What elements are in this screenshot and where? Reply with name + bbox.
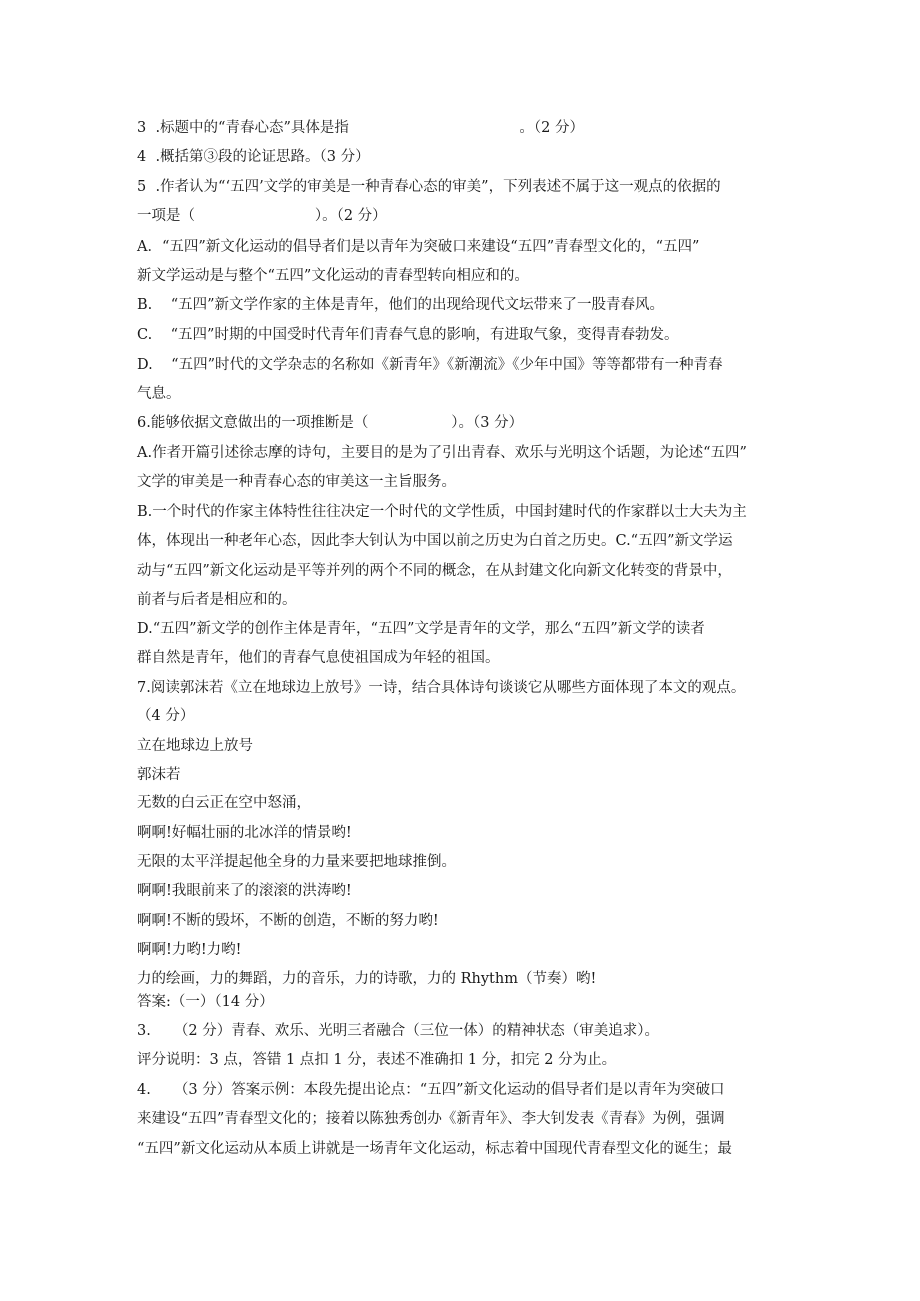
answer-3-scoring: 评分说明：3 点，答错 1 点扣 1 分，表述不准确扣 1 分，扣完 2 分为止。: [137, 1052, 617, 1068]
question-4: 4 .概括第③段的论证思路。（3 分）: [137, 149, 370, 165]
answer-4-cont: “五四”新文化运动从本质上讲就是一场青年文化运动，标志着中国现代青春型文化的诞生；最: [137, 1141, 732, 1157]
answer-4: 4. （3 分）答案示例：本段先提出论点：“五四”新文化运动的倡导者们是以青年为突破口: [137, 1082, 725, 1098]
answer-heading: 答案:（一）（14 分）: [137, 994, 274, 1010]
question-6-option-d: D.“五四”新文学的创作主体是青年，“五四”文学是青年的文学，那么“五四”新文学的读者: [137, 621, 705, 637]
question-5-option-d: D. “五四”时代的文学杂志的名称如《新青年》《新潮流》《少年中国》等等都带有一种青春: [137, 357, 723, 373]
question-6-option-c-cont: 动与“五四”新文化运动是平等并列的两个不同的概念，在从封建文化向新文化转变的背景中，: [137, 563, 732, 579]
question-5-stem: 5 .作者认为“‘五四’文学的审美是一种青春心态的审美”，下列表述不属于这一观点的依据的: [137, 179, 721, 195]
poem-title: 立在地球边上放号: [137, 738, 253, 754]
poem-line: 啊啊!力哟!力哟!: [137, 942, 242, 958]
question-3: 3 .标题中的“青春心态”具体是指 。（2 分）: [137, 120, 584, 136]
poem-line: 啊啊!不断的毁坏，不断的创造，不断的努力哟!: [137, 913, 439, 929]
poem-line: 力的绘画，力的舞蹈，力的音乐，力的诗歌，力的 Rhythm（节奏）哟!: [137, 971, 597, 987]
question-5-option-a: A．“五四”新文化运动的倡导者们是以青年为突破口来建设“五四”青春型文化的，“五四”: [137, 239, 700, 255]
question-6-option-a: A.作者开篇引述徐志摩的诗句，主要目的是为了引出青春、欢乐与光明这个话题，为论述“五四”: [137, 445, 747, 461]
poem-line: 啊啊!我眼前来了的滚滚的洪涛哟!: [137, 883, 352, 899]
question-5-option-a-cont: 新文学运动是与整个“五四”文化运动的青春型转向相应和的。: [137, 268, 529, 284]
question-5-option-c: C. “五四”时期的中国受时代青年们青春气息的影响，有进取气象，变得青春勃发。: [137, 327, 679, 343]
question-6-option-c-end: 前者与后者是相应和的。: [137, 592, 297, 608]
question-6-option-d-cont: 群自然是青年，他们的青春气息使祖国成为年轻的祖国。: [137, 650, 500, 666]
answer-4-cont: 来建设“五四”青春型文化的；接着以陈独秀创办《新青年》、李大钊发表《青春》为例，强调: [137, 1111, 725, 1127]
question-7-points: （4 分）: [137, 708, 195, 724]
question-6-option-b: B.一个时代的作家主体特性往往决定一个时代的文学性质，中国封建时代的作家群以士大夫为主: [137, 504, 747, 520]
question-6-stem: 6.能够依据文意做出的一项推断是（ ）。（3 分）: [137, 415, 524, 431]
question-7-stem: 7.阅读郭沫若《立在地球边上放号》一诗，结合具体诗句谈谈它从哪些方面体现了本文的观点。: [137, 680, 746, 696]
question-5-option-d-cont: 气息。: [137, 386, 181, 402]
poem-author: 郭沫若: [137, 767, 181, 783]
poem-line: 无限的太平洋提起他全身的力量来要把地球推倒。: [137, 854, 456, 870]
question-5-option-b: B. “五四”新文学作家的主体是青年，他们的出现给现代文坛带来了一股青春风。: [137, 297, 665, 313]
poem-line: 无数的白云正在空中怒涌，: [137, 795, 311, 811]
question-6-option-b-cont: 体，体现出一种老年心态，因此李大钊认为中国以前之历史为白首之历史。C.“五四”新文学运: [137, 533, 733, 549]
answer-3: 3. （2 分）青春、欢乐、光明三者融合（三位一体）的精神状态（审美追求）。: [137, 1023, 659, 1039]
question-5-stem-cont: 一项是（ ）。（2 分）: [137, 208, 387, 224]
question-6-option-a-cont: 文学的审美是一种青春心态的审美这一主旨服务。: [137, 474, 456, 490]
poem-line: 啊啊!好幅壮丽的北冰洋的情景哟!: [137, 825, 352, 841]
